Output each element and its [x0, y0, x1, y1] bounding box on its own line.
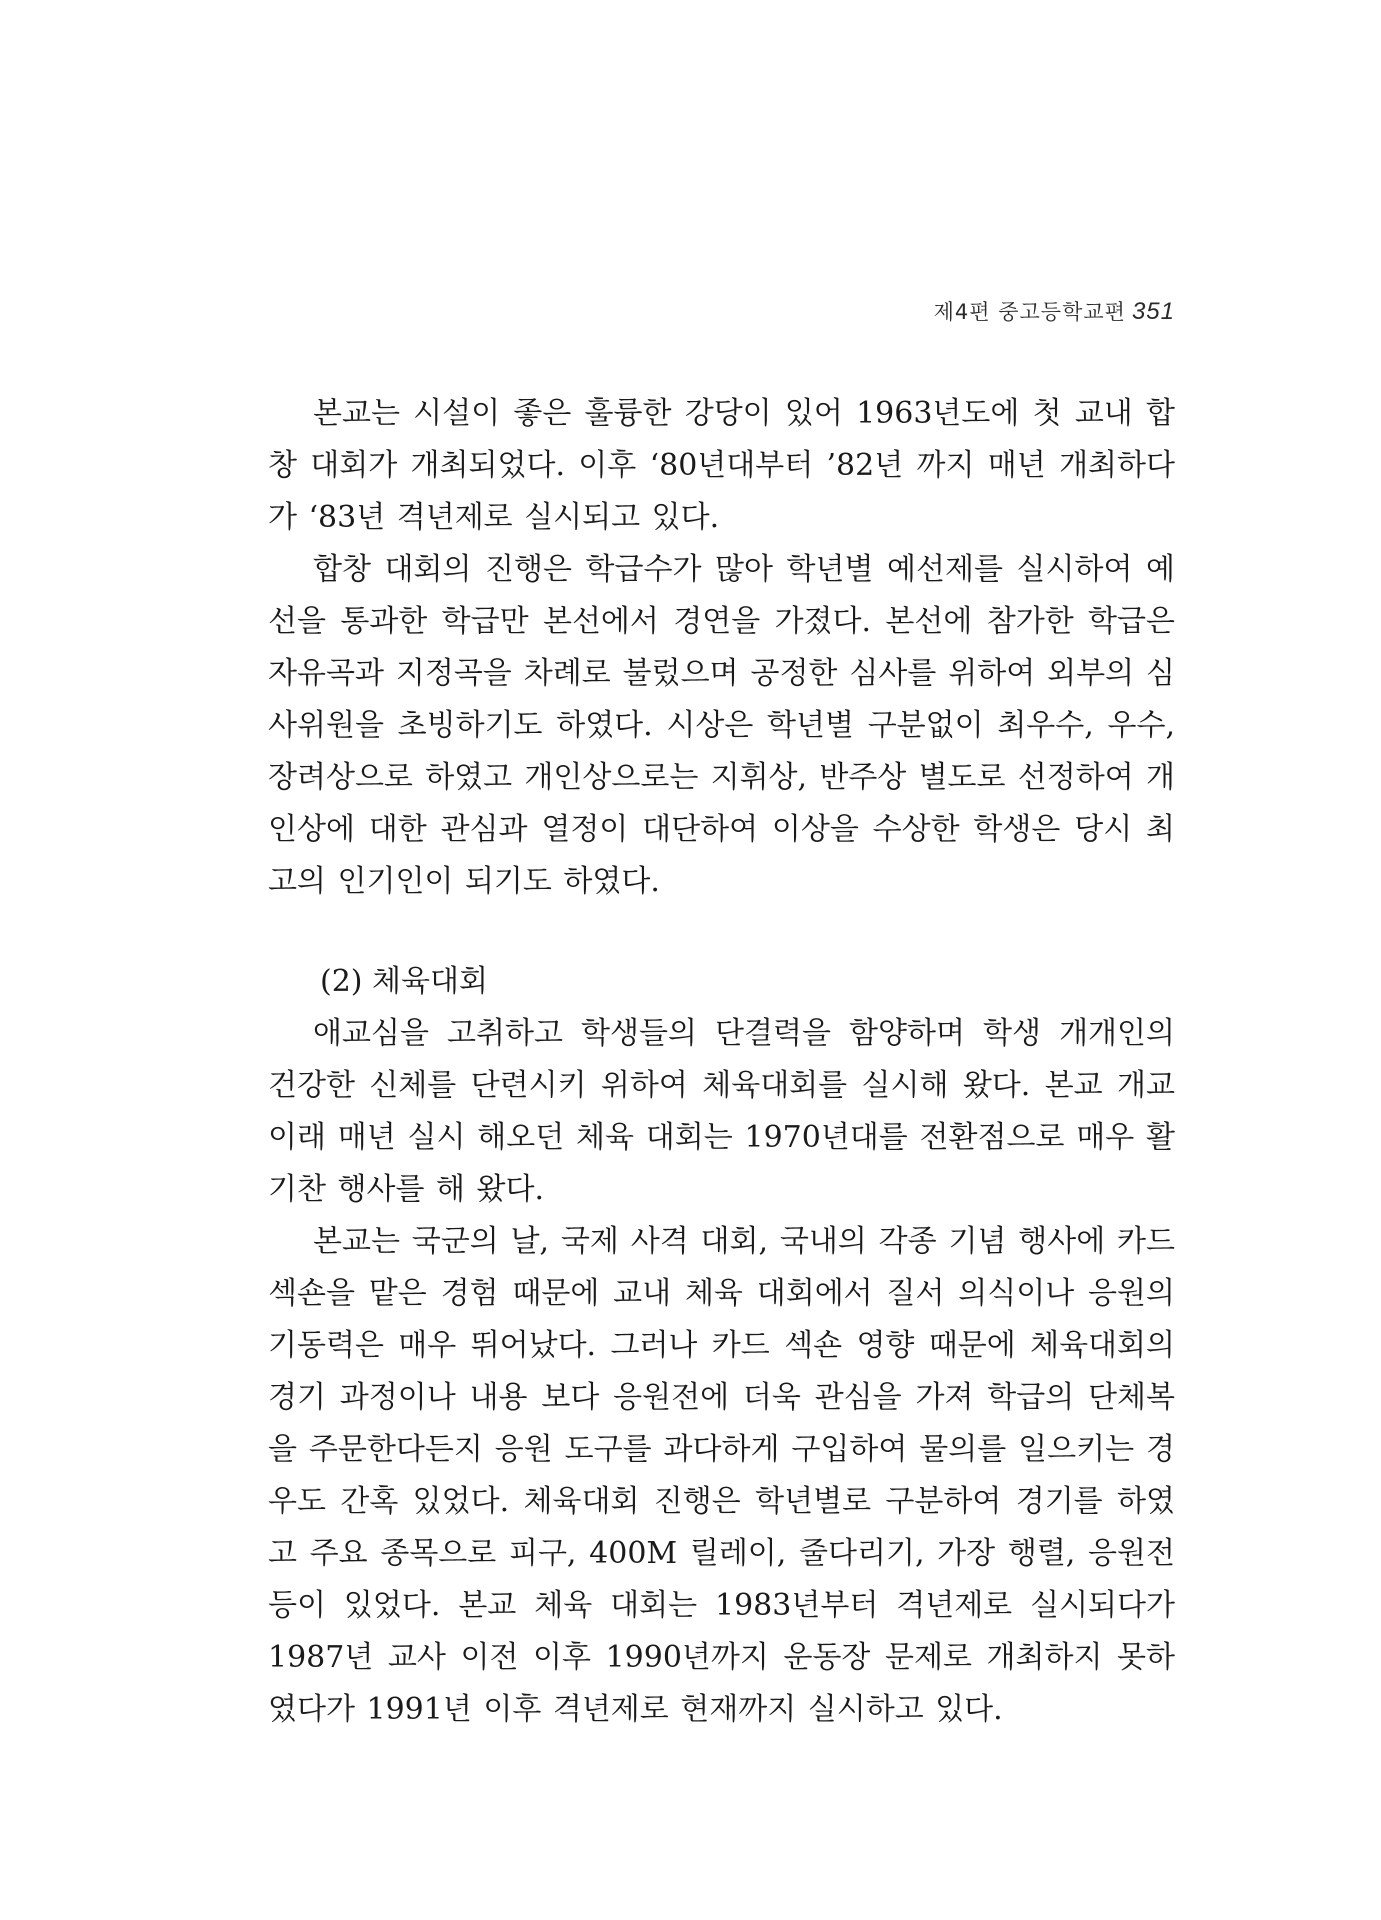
paragraph-choir-history: 본교는 시설이 좋은 훌륭한 강당이 있어 1963년도에 첫 교내 합창 대회가 개최되었다. 이후 ‘80년대부터 ’82년 까지 매년 개최하다가 ‘83년 격년제로 실시되고 있다.	[268, 396, 1175, 535]
body-text	[268, 388, 1175, 1736]
section-title: 제4편 중고등학교편	[933, 300, 1126, 324]
page-number: 351	[1131, 298, 1175, 325]
section-heading-sports-day: (2) 체육대회	[320, 964, 488, 999]
paragraph-sports-intro: 애교심을 고취하고 학생들의 단결력을 함양하며 학생 개개인의 건강한 신체를 단련시키 위하여 체육대회를 실시해 왔다. 본교 개교 이래 매년 실시 해오던 체육 대회는 1970년대를 전환점으로 매우 활기찬 행사를 해 왔다.	[268, 1016, 1175, 1207]
running-header	[934, 296, 1175, 326]
paragraph-choir-competition: 합창 대회의 진행은 학급수가 많아 학년별 예선제를 실시하여 예선을 통과한 학급만 본선에서 경연을 가졌다. 본선에 참가한 학급은 자유곡과 지정곡을 차례로 불렀으며 공정한 심사를 위하여 외부의 심사위원을 초빙하기도 하였다. 시상은 학년별 구분없이 최우수, 우수, 장려상으로 하였고 개인상으로는 지휘상, 반주상 별도로 선정하여 개인상에 대한 관심과 열정이 대단하여 이상을 수상한 학생은 당시 최고의 인기인이 되기도 하였다.	[268, 552, 1175, 899]
paragraph-sports-details: 본교는 국군의 날, 국제 사격 대회, 국내의 각종 기념 행사에 카드 섹숀을 맡은 경험 때문에 교내 체육 대회에서 질서 의식이나 응원의 기동력은 매우 뛰어났다. 그러나 카드 섹숀 영향 때문에 체육대회의 경기 과정이나 내용 보다 응원전에 더욱 관심을 가져 학급의 단체복을 주문한다든지 응원 도구를 과다하게 구입하여 물의를 일으키는 경우도 간혹 있었다. 체육대회 진행은 학년별로 구분하여 경기를 하였고 주요 종목으로 피구, 400M 릴레이, 줄다리기, 가장 행렬, 응원전 등이 있었다. 본교 체육 대회는 1983년부터 격년제로 실시되다가 1987년 교사 이전 이후 1990년까지 운동장 문제로 개최하지 못하였다가 1991년 이후 격년제로 현재까지 실시하고 있다.	[268, 1224, 1175, 1727]
